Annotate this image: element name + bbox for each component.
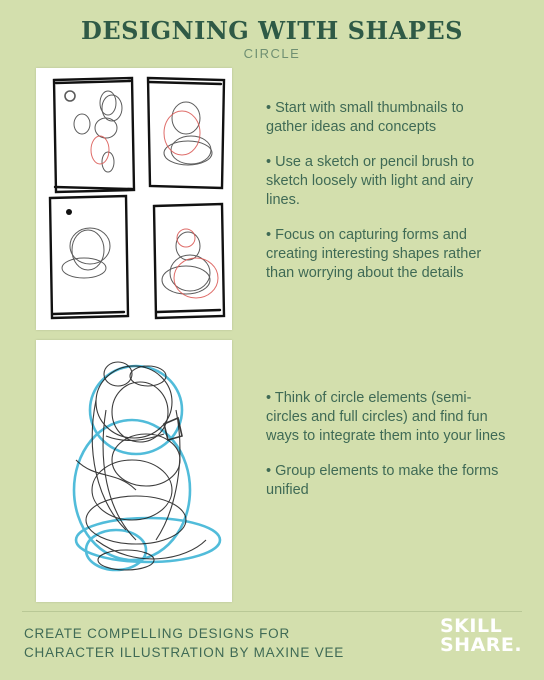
- page-title: DESIGNING WITH SHAPES: [81, 16, 463, 45]
- page-subtitle: CIRCLE: [243, 46, 301, 61]
- tip-group-elements: • Group elements to make the forms unified: [266, 463, 499, 498]
- tip-circle-elements: • Think of circle elements (semi-circles and full circles) and find fun ways to integrate them into your lines: [266, 390, 506, 444]
- logo-line-2: SHARE.: [440, 634, 523, 656]
- footer-divider: [22, 611, 522, 612]
- thumbnail-sketches-drawing: [36, 68, 232, 330]
- tip-forms-shapes: • Focus on capturing forms and creating interesting shapes rather than worrying about the details: [266, 227, 482, 281]
- character-sketch-drawing: [36, 340, 232, 602]
- tip-sketch-brush: • Use a sketch or pencil brush to sketch loosely with light and airy lines.: [266, 154, 475, 208]
- tip-thumbnails: • Start with small thumbnails to gather ideas and concepts: [266, 100, 464, 135]
- thumbnail-sketches-image: [36, 68, 232, 330]
- footer-line-2: CHARACTER ILLUSTRATION BY MAXINE VEE: [24, 645, 345, 660]
- skillshare-logo: [440, 617, 522, 655]
- logo-line-1: SKILL: [440, 615, 503, 637]
- circle-tips-list: [266, 389, 506, 516]
- footer-line-1: CREATE COMPELLING DESIGNS FOR: [24, 626, 290, 641]
- thumbnail-tips-list: [266, 99, 506, 299]
- footer-credit: [24, 624, 344, 662]
- character-sketch-image: [36, 340, 232, 602]
